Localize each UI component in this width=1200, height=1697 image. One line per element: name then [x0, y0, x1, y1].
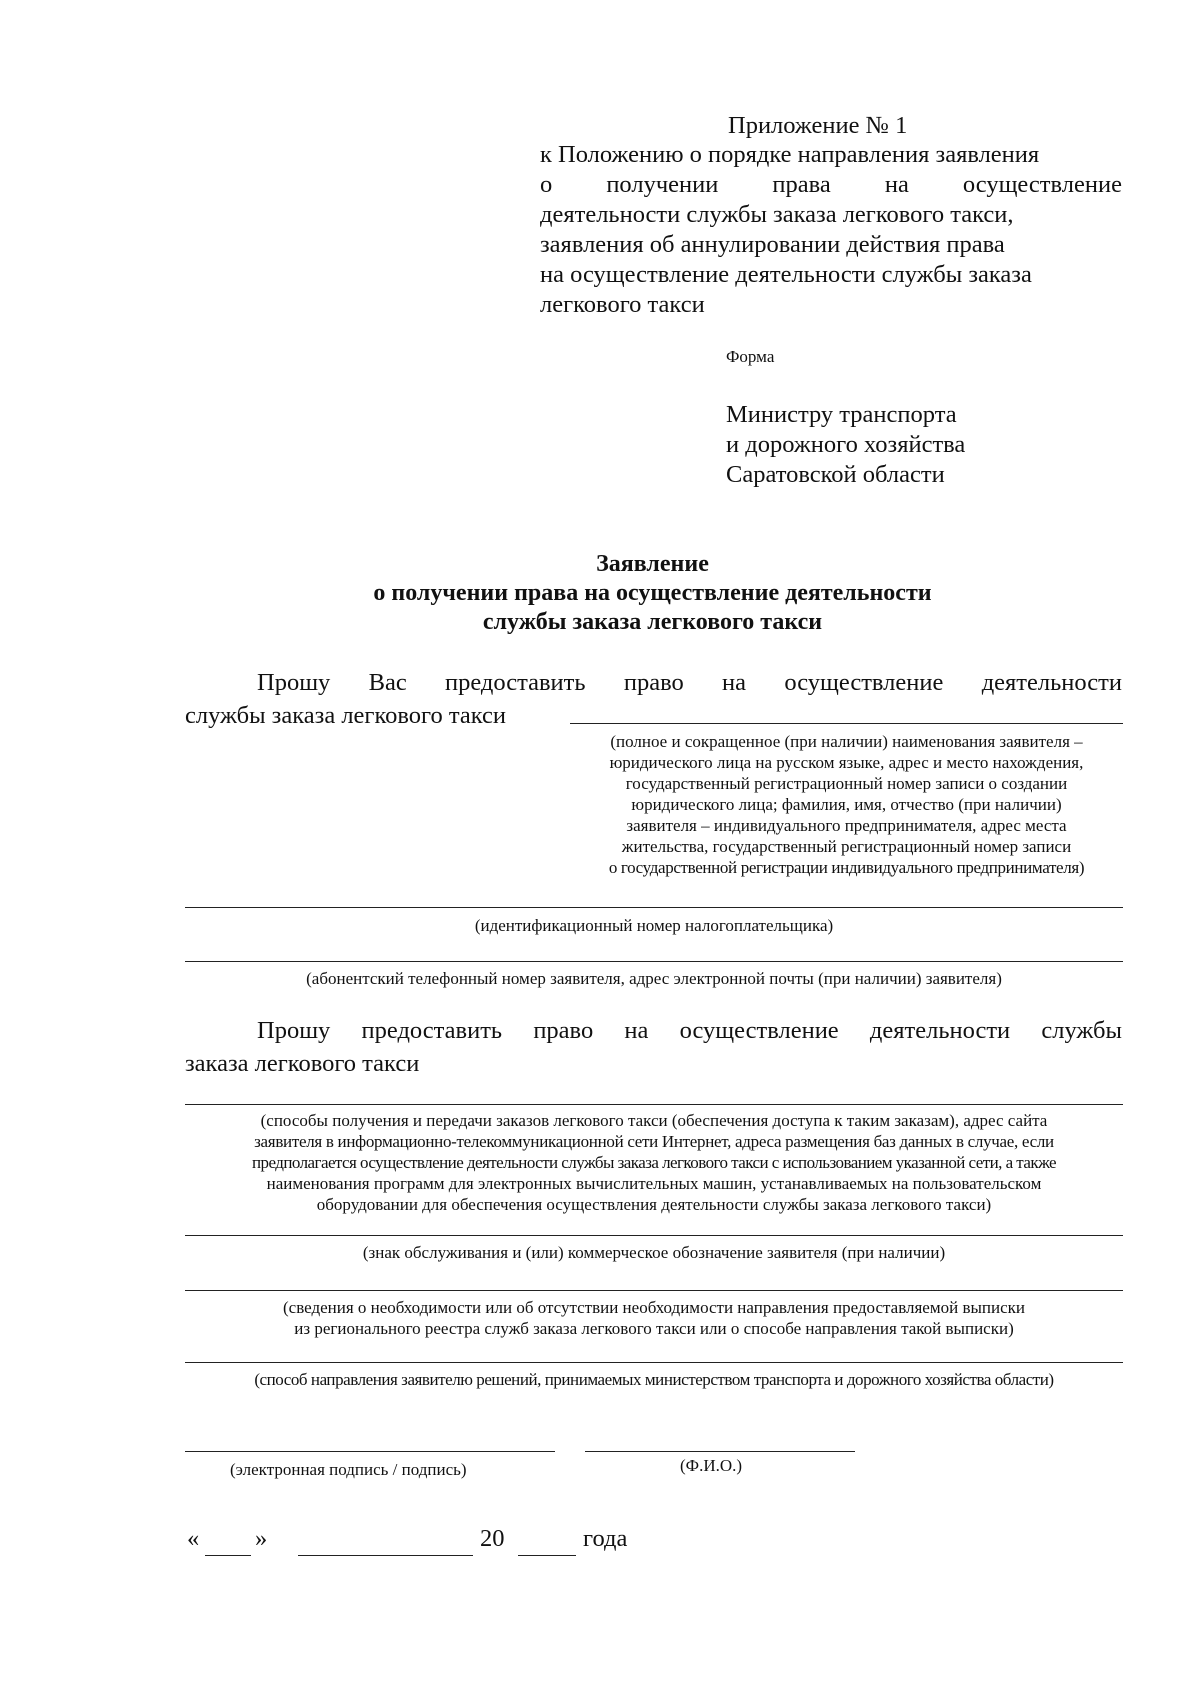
signature-caption: (электронная подпись / подпись) — [230, 1460, 467, 1479]
request-paragraph-two — [185, 1014, 1122, 1080]
annex-word: получении — [606, 171, 719, 198]
request-two-line2: заказа легкового такси — [185, 1050, 420, 1077]
decision-method-field-line[interactable] — [185, 1362, 1123, 1363]
year-field-line[interactable] — [518, 1555, 576, 1556]
annex-line: легкового такси — [540, 291, 705, 318]
word: Прошу — [257, 669, 331, 696]
word: деятельности — [981, 669, 1122, 696]
form-label: Форма — [726, 347, 775, 366]
extract-info-field-line[interactable] — [185, 1290, 1123, 1291]
caption-line: предполагается осуществление деятельности службы заказа легкового такси с использованием указанной сети, а также — [251, 1153, 1057, 1172]
applicant-name-caption — [570, 731, 1123, 878]
caption-line: (абонентский телефонный номер заявителя, адрес электронной почты (при наличии) заявителя) — [306, 969, 1002, 988]
word: осуществление — [784, 669, 944, 696]
inn-caption — [185, 915, 1123, 936]
word: деятельности — [869, 1017, 1011, 1044]
title-line: службы заказа легкового такси — [482, 609, 823, 635]
date-century: 20 — [480, 1525, 505, 1552]
annex-word: на — [884, 171, 909, 198]
day-field-line[interactable] — [205, 1555, 251, 1556]
caption-line: (способ направления заявителю решений, принимаемых министерством транспорта и дорожного хозяйства области) — [254, 1370, 1054, 1389]
signature-field-line[interactable] — [185, 1451, 555, 1452]
inn-and-contacts-field-line[interactable] — [185, 961, 1123, 962]
date-year-word: года — [583, 1525, 628, 1552]
decision-method-caption — [185, 1369, 1123, 1390]
annex-line: к Положению о порядке направления заявления — [540, 141, 1040, 168]
title-line: о получении права на осуществление деятельности — [373, 580, 932, 606]
annex-line-justified — [540, 170, 1122, 200]
applicant-name-continued-field-line[interactable] — [185, 907, 1123, 908]
contacts-caption — [185, 968, 1123, 989]
annex-line: деятельности службы заказа легкового такси, — [540, 201, 1014, 228]
caption-line: оборудовании для обеспечения осуществления деятельности службы заказа легкового такси) — [316, 1195, 992, 1214]
month-field-line[interactable] — [298, 1555, 473, 1556]
addressee-line: и дорожного хозяйства — [726, 431, 966, 458]
service-mark-field-line[interactable] — [185, 1235, 1123, 1236]
caption-line: наименования программ для электронных вычислительных машин, устанавливаемых на пользовательском — [266, 1174, 1042, 1193]
caption-line: (идентификационный номер налогоплательщика) — [474, 916, 834, 935]
caption-line: жительства, государственный регистрационный номер записи — [621, 837, 1072, 856]
caption-line: (полное и сокращенное (при наличии) наименования заявителя – — [610, 732, 1083, 751]
caption-line: юридического лица; фамилия, имя, отчество (при наличии) — [631, 795, 1062, 814]
annex-word: права — [772, 171, 831, 198]
annex-word: осуществление — [962, 171, 1122, 198]
date-row — [185, 1525, 685, 1565]
word: право — [623, 669, 684, 696]
addressee-line: Саратовской области — [726, 461, 945, 488]
word: Вас — [368, 669, 407, 696]
word: Прошу — [257, 1017, 331, 1044]
caption-line: (сведения о необходимости или об отсутствии необходимости направления предоставляемой выписки — [282, 1298, 1025, 1317]
document-title — [185, 550, 1120, 637]
annex-title: Приложение № 1 — [728, 112, 908, 139]
request-two-line1 — [185, 1014, 1122, 1047]
word: предоставить — [361, 1017, 503, 1044]
annex-reference — [540, 140, 1122, 320]
addressee-block — [726, 400, 965, 490]
caption-line: юридического лица на русском языке, адрес и место нахождения, — [609, 753, 1084, 772]
addressee-line: Министру транспорта — [726, 401, 957, 428]
annex-line: на осуществление деятельности службы заказа — [540, 261, 1032, 288]
caption-line: из регионального реестра служб заказа легкового такси или о способе направления такой выписки) — [294, 1319, 1014, 1338]
applicant-name-field-line[interactable] — [570, 723, 1123, 724]
extract-info-caption — [185, 1297, 1123, 1339]
service-mark-caption — [185, 1242, 1123, 1263]
request-one-line2: службы заказа легкового такси — [185, 702, 507, 729]
caption-line: заявителя – индивидуального предпринимателя, адрес места — [626, 816, 1067, 835]
annex-word: о — [540, 171, 553, 198]
order-methods-caption — [185, 1110, 1123, 1215]
caption-line: государственный регистрационный номер записи о создании — [625, 774, 1068, 793]
caption-line: (знак обслуживания и (или) коммерческое обозначение заявителя (при наличии) — [362, 1243, 946, 1262]
caption-line: о государственной регистрации индивидуального предпринимателя) — [608, 858, 1085, 877]
order-methods-field-line[interactable] — [185, 1104, 1123, 1105]
word: право — [533, 1017, 594, 1044]
request-one-line1 — [185, 666, 1122, 699]
word: предоставить — [445, 669, 586, 696]
title-line: Заявление — [596, 551, 709, 577]
annex-line: заявления об аннулировании действия права — [540, 231, 1005, 258]
date-close-quote: » — [255, 1525, 268, 1552]
caption-line: (способы получения и передачи заказов легкового такси (обеспечения доступа к таким заказам), адрес сайта — [260, 1111, 1048, 1130]
caption-line: заявителя в информационно-телекоммуникационной сети Интернет, адреса размещения баз данных в случае, если — [254, 1132, 1054, 1151]
full-name-field-line[interactable] — [585, 1451, 855, 1452]
date-open-quote: « — [187, 1525, 200, 1552]
full-name-caption: (Ф.И.О.) — [680, 1456, 743, 1475]
word: осуществление — [679, 1017, 839, 1044]
word: на — [722, 669, 747, 696]
word: службы — [1041, 1017, 1122, 1044]
word: на — [624, 1017, 649, 1044]
